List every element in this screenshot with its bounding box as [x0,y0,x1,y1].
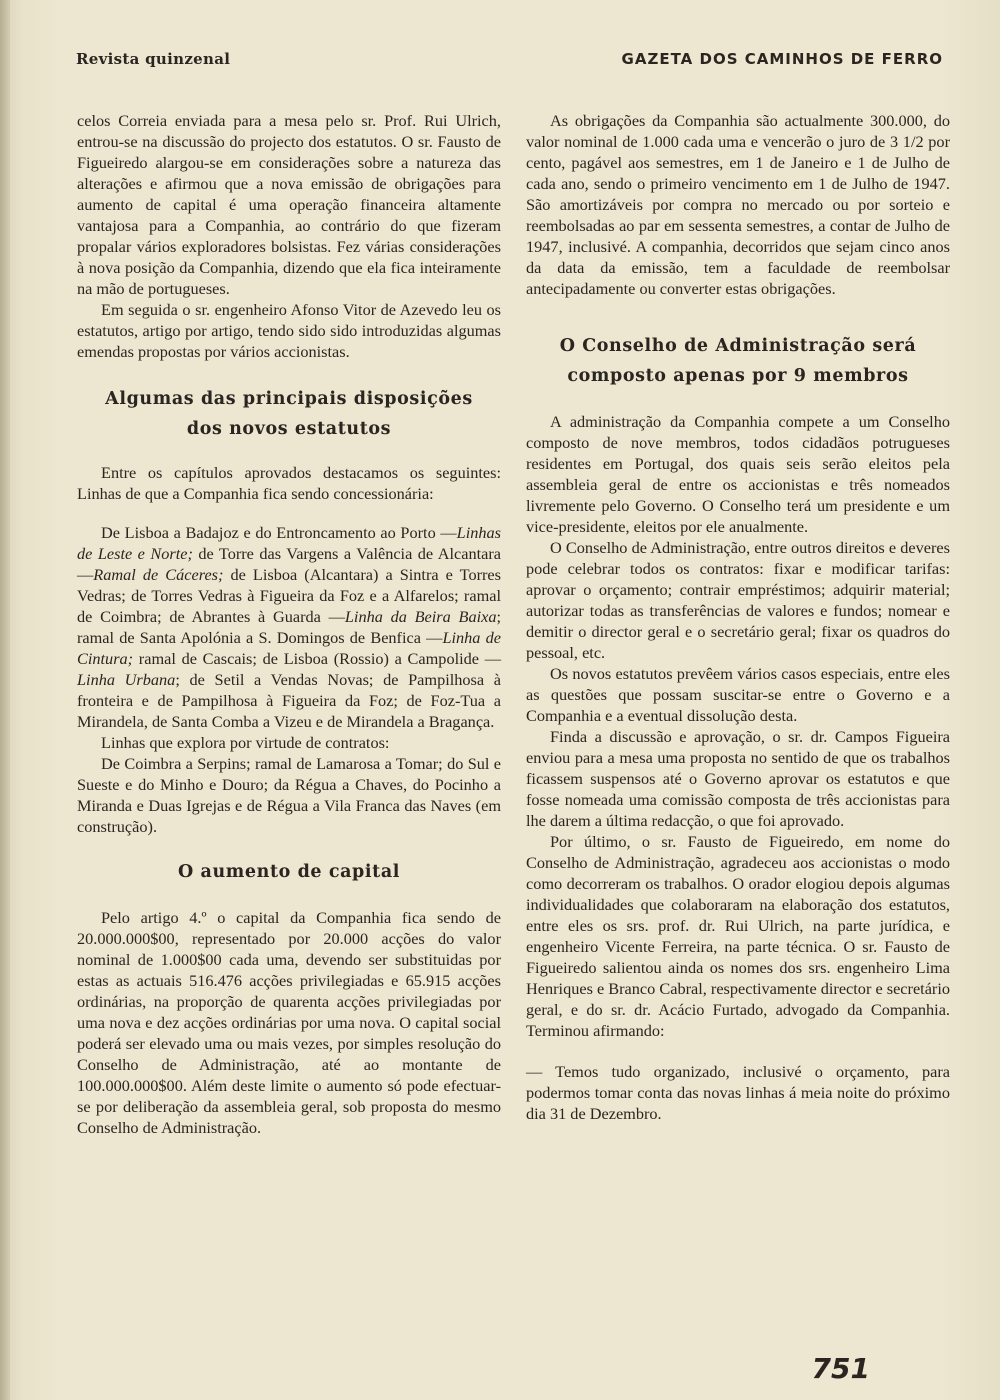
paragraph: celos Correia enviada para a mesa pelo sr. Prof. Rui Ulrich, entrou-se na discussão do projecto dos estatutos. O sr. Fausto de Figueiredo alargou-se em considerações sobre a natureza das alterações e afirmou que a nova emissão de obrigações para aumento de capital é uma operação financeira altamente vantajosa para a Companhia, ao contrário do que fizeram propalar vários exploradores bolsistas. Fez várias considerações à nova posição da Companhia, dizendo que ela fica inteiramente na mão de portugueses. [77,111,501,298]
text-run: de Torre das Vargens a Valência de Alcantara — [77,544,501,584]
section-heading [77,384,501,444]
paragraph: Em seguida o sr. engenheiro Afonso Vitor de Azevedo leu os estatutos, artigo por artigo, tendo sido sido introduzidas algumas emendas propostas por vários accionistas. [77,300,501,361]
section-heading-line: O Conselho de Administração será [559,336,917,356]
paragraph-lines-list [77,522,501,732]
paragraph: A administração da Companhia compete a um Conselho composto de nove membros, todos cidadãos potrugueses residentes em Portugal, dos quais seis serão eleitos pela assembleia geral de entre os accionistas e três nomeados livremente pelo Governo. O Conselho terá um presidente e um vice-presidente, eleitos por ele anualmente. [526,412,950,536]
paragraph: O Conselho de Administração, entre outros direitos e deveres pode celebrar todos os contratos: fixar e modificar tarifas: aprovar o orçamento; contrair empréstimos; adquirir material; autorizar todas as transferências de valores e fundos; nomear e demitir o director geral e o secretário geral; fixar os quadros do pessoal, etc. [526,538,950,662]
paragraph: As obrigações da Companhia são actualmente 300.000, do valor nominal de 1.000 cada uma e vencerão o juro de 3 1/2 por cento, pagável aos semestres, em 1 de Janeiro e 1 de Julho de cada ano, sendo o primeiro vencimento em 1 de Julho de 1947. São amortizáveis por compra no mercado ou por sorteio e reembolsadas ao par em sessenta semestres, a contar de Julho de 1947, inclusivé. A companhia, decorridos que sejam cinco anos da data da emissão, tem a faculdade de reembolsar antecipadamente ou converter estas obrigações. [526,111,950,298]
closing-quote: — Temos tudo organizado, inclusivé o orçamento, para podermos tomar conta das novas linhas á meia noite do próximo dia 31 de Dezembro. [526,1062,950,1123]
railway-line-name: Linha de Cintura; [77,628,501,668]
section-heading [526,331,950,391]
running-head-left: Revista quinzenal [76,50,231,68]
section-heading [77,857,501,887]
paragraph: Finda a discussão e aprovação, o sr. dr. Campos Figueira enviou para a mesa uma proposta no sentido de que os trabalhos ficassem suspensos até o Governo aprovar os estatutos e que fosse nomeada uma comissão composta de três accionistas para lhe darem a última redacção, o que foi aprovado. [526,727,950,830]
section-heading-line: dos novos estatutos [186,419,392,439]
spacer [77,504,501,522]
paragraph: Por último, o sr. Fausto de Figueiredo, em nome do Conselho de Administração, agradeceu aos accionistas o modo como decorreram os trabalhos. O orador elogiou depois algumas individualidades que colaboraram na elaboração dos estatutos, entre eles os srs. prof. dr. Rui Ulrich, na parte jurídica, e engenheiro Vicente Ferreira, na parte técnica. O sr. Fausto de Figueiredo salientou ainda os nomes dos srs. engenheiro Lima Henriques e Branco Cabral, respectivamente director e secretário geral, e do sr. dr. Acácio Furtado, advogado da Companhia. Terminou afirmando: [526,832,951,1040]
right-column [526,110,950,1124]
railway-line-name: Linha da Beira Baixa [344,607,497,626]
section-heading-line: O aumento de capital [177,862,401,882]
railway-line-name: Linhas de Leste e Norte; [77,523,501,563]
text-run: de Lisboa (Alcantara) a Sintra e Torres Vedras; de Torres Vedras à Figueira da Foz e a Alfarelos; ramal de Coimbra; de Abrantes à Guarda — [77,565,501,626]
running-head-right: GAZETA DOS CAMINHOS DE FERRO [621,50,943,68]
binding-edge [0,0,10,1400]
paragraph: Linhas que explora por virtude de contratos: [101,733,390,752]
page-number: 751 [811,1352,870,1385]
section-heading-line: composto apenas por 9 membros [567,366,909,386]
paragraph: Pelo artigo 4.º o capital da Companhia fica sendo de 20.000.000$00, representado por 20.000 acções do valor nominal de 1.000$00 cada uma, devendo ser substituidas por estas as actuais 516.476 acções privilegiadas e 65.915 acções ordinárias, na proporção de quarenta acções privilegiadas por uma nova e dez acções ordinárias por uma nova. O capital social poderá ser elevado uma ou mais vezes, por simples resolução do Conselho de Administração, até ao montante de 100.000.000$00. Além deste limite o aumento só pode efectuar-se por deliberação da assembleia geral, sob proposta do mesmo Conselho de Administração. [77,908,501,1137]
text-run: ramal de Cascais; de Lisboa (Rossio) a Campolide — [133,649,501,668]
text-run: ; ramal de Santa Apolónia a S. Domingos de Benfica — [77,607,502,647]
left-column [77,110,501,1138]
paragraph: De Coimbra a Serpins; ramal de Lamarosa a Tomar; do Sul e Sueste e do Minho e Douro; da Régua a Chaves, do Pocinho a Miranda e Duas Igrejas e de Régua a Vila Franca das Naves (em construção). [77,754,501,836]
section-heading-line: Algumas das principais disposições [105,389,473,409]
text-run: ; de Setil a Vendas Novas; de Pampilhosa à fronteira e de Pampilhosa à Figueira da Foz; de Foz-Tua a Mirandela, de Santa Comba a Vizeu e de Mirandela a Bragança. [77,670,501,731]
text-run: De Lisboa a Badajoz e do Entroncamento ao Porto — [101,523,457,542]
railway-line-name: Ramal de Cáceres; [93,565,224,584]
paragraph: Os novos estatutos prevêem vários casos especiais, entre eles as questões que possam suscitar-se entre o Governo e a Companhia e a eventual dissolução desta. [526,664,950,725]
paragraph: Entre os capítulos aprovados destacamos os seguintes: Linhas de que a Companhia fica sendo concessionária: [77,463,501,503]
railway-line-name: Linha Urbana [77,670,176,689]
